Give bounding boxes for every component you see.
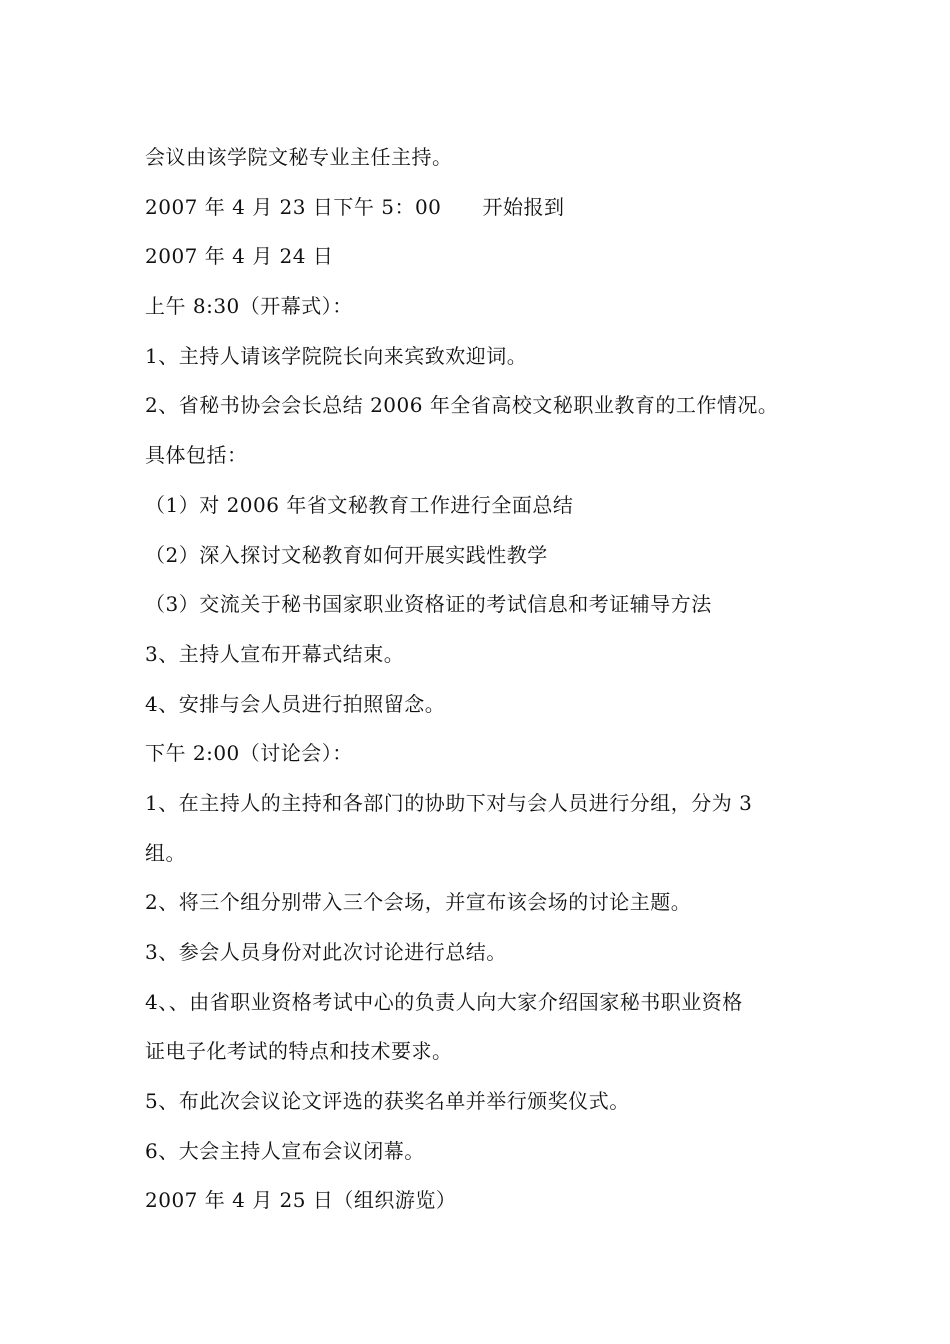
text-line: 2007 年 4 月 24 日 [145, 244, 334, 269]
text-line: 4、、由省职业资格考试中心的负责人向大家介绍国家秘书职业资格 [145, 989, 743, 1014]
text-line: 证电子化考试的特点和技术要求。 [145, 1039, 453, 1064]
text-line: 2007 年 4 月 25 日（组织游览） [145, 1188, 457, 1213]
text-line: 1、在主持人的主持和各部门的协助下对与会人员进行分组，分为 3 [145, 790, 753, 815]
text-line: 6、大会主持人宣布会议闭幕。 [145, 1138, 425, 1163]
text-line: （2）深入探讨文秘教育如何开展实践性教学 [145, 542, 548, 567]
text-line: 组。 [145, 840, 186, 865]
text-line: 3、主持人宣布开幕式结束。 [145, 641, 405, 666]
text-line: 具体包括： [145, 443, 248, 468]
text-line: 5、布此次会议论文评选的获奖名单并举行颁奖仪式。 [145, 1089, 630, 1114]
text-line: （3）交流关于秘书国家职业资格证的考试信息和考证辅导方法 [145, 592, 712, 617]
text-line: （1）对 2006 年省文秘教育工作进行全面总结 [145, 492, 574, 517]
text-line: 4、安排与会人员进行拍照留念。 [145, 691, 446, 716]
text-line: 1、主持人请该学院院长向来宾致欢迎词。 [145, 343, 528, 368]
text-line: 会议由该学院文秘专业主任主持。 [145, 145, 453, 169]
text-line: 下午 2:00（讨论会）： [145, 741, 353, 766]
text-line: 上午 8:30（开幕式）： [145, 294, 353, 319]
text-line: 2007 年 4 月 23 日下午 5：00 开始报到 [145, 194, 565, 219]
document-body [145, 133, 845, 1226]
text-line: 2、将三个组分别带入三个会场，并宣布该会场的讨论主题。 [145, 890, 692, 915]
text-line: 3、参会人员身份对此次讨论进行总结。 [145, 940, 507, 964]
text-line: 2、省秘书协会会长总结 2006 年全省高校文秘职业教育的工作情况。 [145, 393, 779, 418]
